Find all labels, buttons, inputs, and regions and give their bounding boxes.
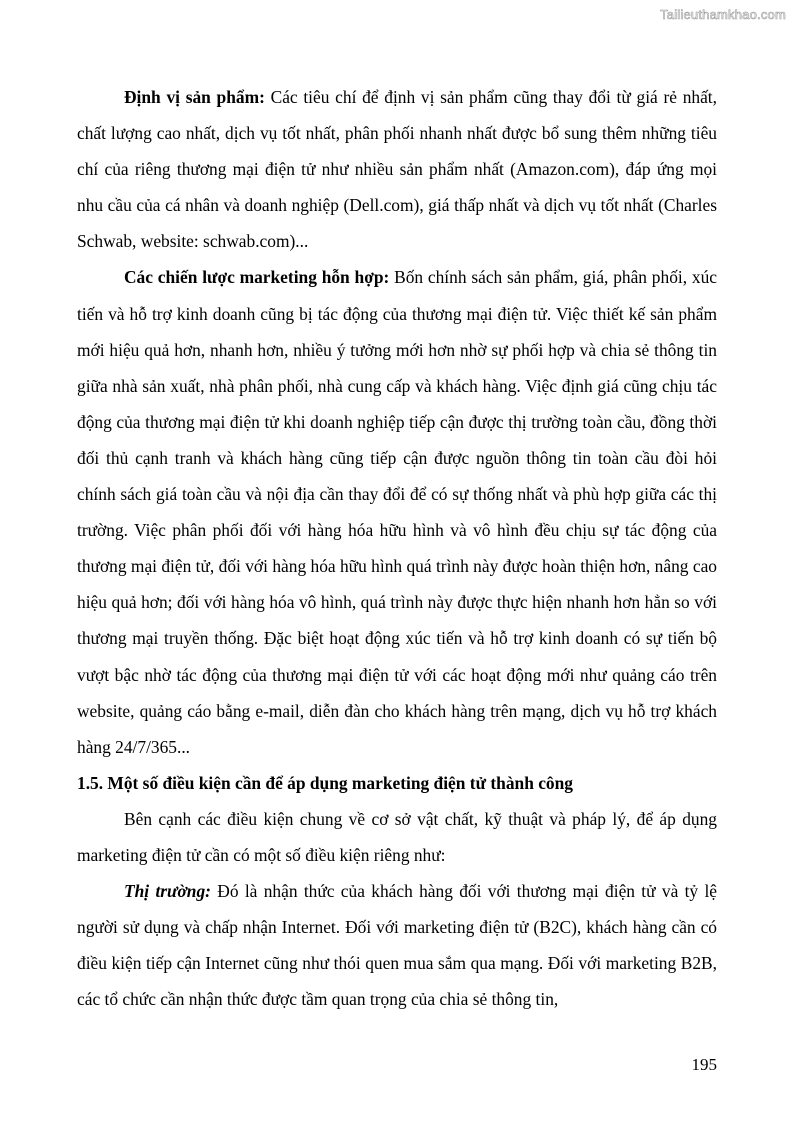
paragraph-lead: Định vị sản phẩm: bbox=[124, 87, 265, 107]
paragraph-marketing-mix bbox=[77, 259, 717, 764]
paragraph-lead: Thị trường: bbox=[124, 881, 211, 902]
document-body bbox=[77, 79, 717, 1017]
paragraph-text: Bên cạnh các điều kiện chung về cơ sở vật chất, kỹ thuật và pháp lý, để áp dụng marketing điện tử cần có một số điều kiện riêng như: bbox=[77, 808, 717, 865]
paragraph-market bbox=[77, 873, 717, 1017]
watermark: Tailieuthamkhao.com bbox=[660, 7, 786, 22]
paragraph-text: Các tiêu chí để định vị sản phẩm cũng thay đổi từ giá rẻ nhất, chất lượng cao nhất, dịch vụ tốt nhất, phân phối nhanh nhất được bổ sung thêm những tiêu chí của riêng thương mại điện tử như nhiều sản phẩm nhất (Amazon.com), đáp ứng mọi nhu cầu của cá nhân và doanh nghiệp (Dell.com), giá thấp nhất và dịch vụ tốt nhất (Charles Schwab, website: schwab.com)... bbox=[77, 87, 717, 252]
section-heading: 1.5. Một số điều kiện cần để áp dụng marketing điện tử thành công bbox=[77, 772, 573, 793]
paragraph-text: Đó là nhận thức của khách hàng đối với thương mại điện tử và tỷ lệ người sử dụng và chấp nhận Internet. Đối với marketing điện tử (B2C), khách hàng cần có điều kiện tiếp cận Internet cũng như thói quen mua sắm qua mạng. Đối với marketing B2B, các tổ chức cần nhận thức được tầm quan trọng của chia sẻ thông tin, bbox=[77, 881, 717, 1010]
page-number: 195 bbox=[691, 1055, 717, 1074]
paragraph-lead: Các chiến lược marketing hỗn hợp: bbox=[124, 267, 390, 288]
paragraph-conditions-intro bbox=[77, 801, 717, 873]
paragraph-product-positioning bbox=[77, 79, 717, 259]
paragraph-text: Bốn chính sách sản phẩm, giá, phân phối, xúc tiến và hỗ trợ kinh doanh cũng bị tác động của thương mại điện tử. Việc thiết kế sản phẩm mới hiệu quả hơn, nhanh hơn, nhiều ý tưởng mới hơn nhờ sự phối hợp và chia sẻ thông tin giữa nhà sản xuất, nhà phân phối, nhà cung cấp và khách hàng. Việc định giá cũng chịu tác động của thương mại điện tử khi doanh nghiệp tiếp cận được thị trường toàn cầu, đồng thời đối thủ cạnh tranh và khách hàng cũng tiếp cận được nguồn thông tin toàn cầu đòi hỏi chính sách giá toàn cầu và nội địa cần thay đổi để có sự thống nhất và phù hợp giữa các thị trường. Việc phân phối đối với hàng hóa hữu hình và vô hình đều chịu sự tác động của thương mại điện tử, đối với hàng hóa hữu hình quá trình này được hoàn thiện hơn, nâng cao hiệu quả hơn; đối với hàng hóa vô hình, quá trình này được thực hiện nhanh hơn hẳn so với thương mại truyền thống. Đặc biệt hoạt động xúc tiến và hỗ trợ kinh doanh có sự tiến bộ vượt bậc nhờ tác động của thương mại điện tử với các hoạt động mới như quảng cáo trên website, quảng cáo bằng e-mail, diễn đàn cho khách hàng trên mạng, dịch vụ hỗ trợ khách hàng 24/7/365... bbox=[77, 267, 717, 757]
